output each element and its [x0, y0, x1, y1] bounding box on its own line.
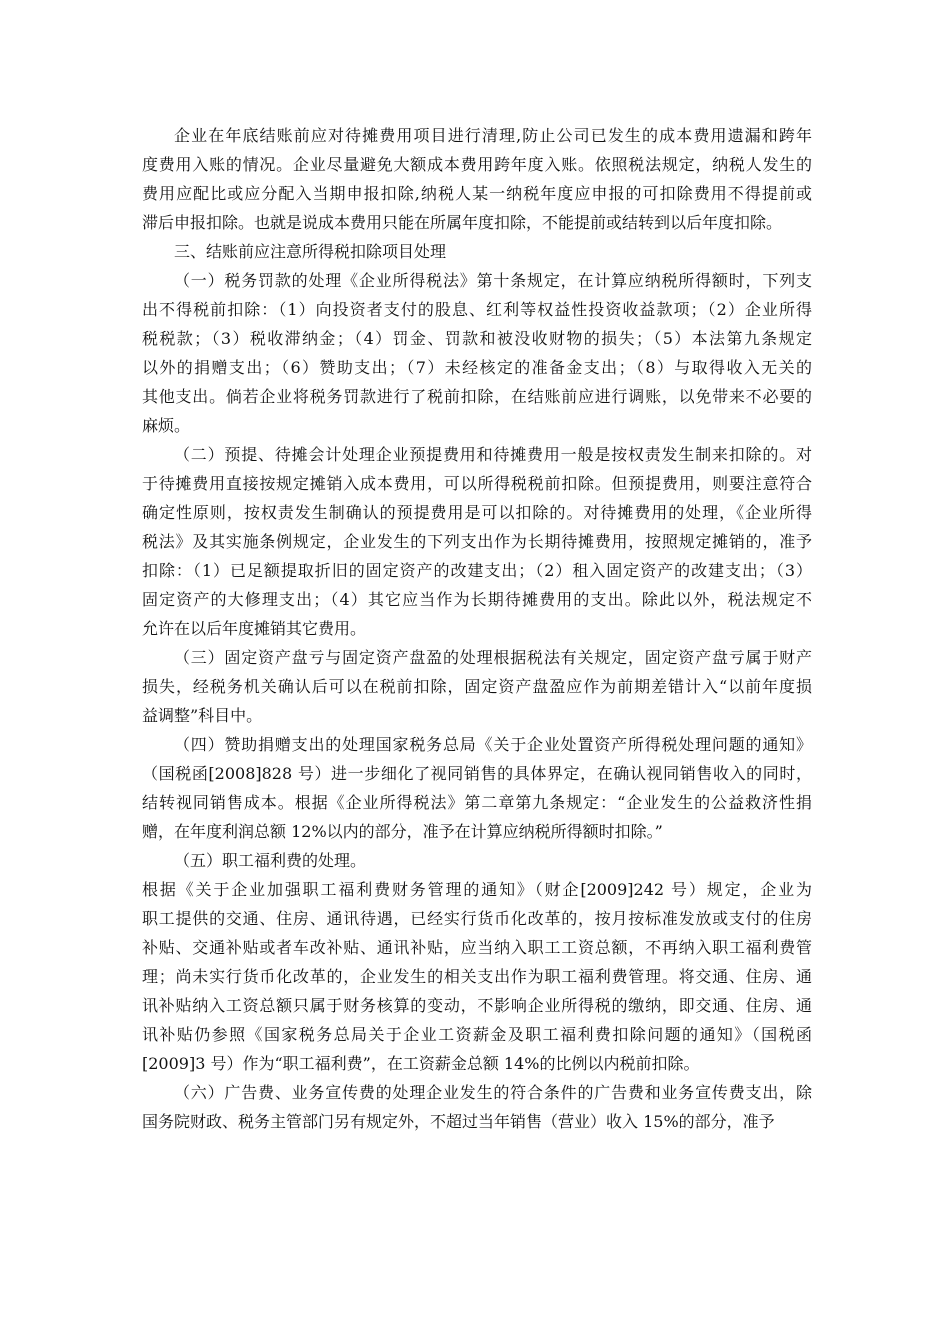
text-line: 费用应配比或应分配入当期申报扣除,纳税人某一纳税年度应申报的可扣除费用不得提前或 — [142, 184, 812, 203]
text-line: 滞后申报扣除。也就是说成本费用只能在所属年度扣除，不能提前或结转到以后年度扣除。 — [142, 213, 783, 232]
paragraph — [142, 875, 812, 1078]
text-line: 出不得税前扣除：（1）向投资者支付的股息、红利等权益性投资收益款项；（2）企业所得 — [142, 300, 812, 319]
paragraph — [142, 1078, 812, 1136]
paragraph — [142, 730, 812, 846]
section-heading — [142, 237, 812, 266]
text-line: 赠，在年度利润总额 12%以内的部分，准予在计算应纳税所得额时扣除。” — [142, 822, 663, 841]
text-line: 根据《关于企业加强职工福利费财务管理的通知》（财企[2009]242 号）规定，企业为 — [142, 880, 812, 899]
paragraph — [142, 440, 812, 643]
text-line: 麻烦。 — [142, 416, 191, 435]
paragraph — [142, 266, 812, 440]
text-line: 损失，经税务机关确认后可以在税前扣除，固定资产盘盈应作为前期差错计入“以前年度损 — [142, 677, 812, 696]
text-line: （三）固定资产盘亏与固定资产盘盈的处理根据税法有关规定，固定资产盘亏属于财产 — [174, 648, 812, 667]
text-line: 结转视同销售成本。根据《企业所得税法》第二章第九条规定：“企业发生的公益救济性捐 — [142, 793, 812, 812]
text-line: 益调整”科目中。 — [142, 706, 263, 725]
text-line: 其他支出。倘若企业将税务罚款进行了税前扣除，在结账前应进行调账，以免带来不必要的 — [142, 387, 812, 406]
text-line: 固定资产的大修理支出；（4）其它应当作为长期待摊费用的支出。除此以外，税法规定不 — [142, 590, 812, 609]
text-line: 企业在年底结账前应对待摊费用项目进行清理,防止公司已发生的成本费用遗漏和跨年 — [174, 126, 812, 145]
text-line: 讯补贴仍参照《国家税务总局关于企业工资薪金及职工福利费扣除问题的通知》（国税函 — [142, 1025, 812, 1044]
text-line: 度费用入账的情况。企业尽量避免大额成本费用跨年度入账。依照税法规定，纳税人发生的 — [142, 155, 812, 174]
text-line: 确定性原则，按权责发生制确认的预提费用是可以扣除的。对待摊费用的处理，《企业所得 — [142, 503, 812, 522]
text-line: [2009]3 号）作为“职工福利费”，在工资薪金总额 14%的比例以内税前扣除。 — [142, 1054, 700, 1073]
text-line: 以外的捐赠支出；（6）赞助支出；（7）未经核定的准备金支出；（8）与取得收入无关的 — [142, 358, 812, 377]
paragraph — [142, 121, 812, 237]
text-line: （国税函[2008]828 号）进一步细化了视同销售的具体界定，在确认视同销售收入的同时， — [142, 764, 812, 783]
text-line: 于待摊费用直接按规定摊销入成本费用，可以所得税税前扣除。但预提费用，则要注意符合 — [142, 474, 812, 493]
text-line: 三、结账前应注意所得税扣除项目处理 — [174, 242, 447, 261]
text-line: 国务院财政、税务主管部门另有规定外，不超过当年销售（营业）收入 15%的部分，准予 — [142, 1112, 775, 1131]
text-line: 税法》及其实施条例规定，企业发生的下列支出作为长期待摊费用，按照规定摊销的，准予 — [142, 532, 812, 551]
text-line: 讯补贴纳入工资总额只属于财务核算的变动，不影响企业所得税的缴纳，即交通、住房、通 — [142, 996, 812, 1015]
text-line: （六）广告费、业务宣传费的处理企业发生的符合条件的广告费和业务宣传费支出，除 — [174, 1083, 812, 1102]
text-line: （四）赞助捐赠支出的处理国家税务总局《关于企业处置资产所得税处理问题的通知》 — [174, 735, 812, 754]
text-line: （二）预提、待摊会计处理企业预提费用和待摊费用一般是按权责发生制来扣除的。对 — [174, 445, 812, 464]
text-line: 理；尚未实行货币化改革的，企业发生的相关支出作为职工福利费管理。将交通、住房、通 — [142, 967, 812, 986]
text-line: 允许在以后年度摊销其它费用。 — [142, 619, 367, 638]
text-line: 扣除：（1）已足额提取折旧的固定资产的改建支出；（2）租入固定资产的改建支出；（3） — [142, 561, 812, 580]
section-heading — [142, 846, 812, 875]
paragraph — [142, 643, 812, 730]
text-line: 职工提供的交通、住房、通讯待遇，已经实行货币化改革的，按月按标准发放或支付的住房 — [142, 909, 812, 928]
text-line: 税税款；（3）税收滞纳金；（4）罚金、罚款和被没收财物的损失；（5）本法第九条规定 — [142, 329, 812, 348]
text-line: （一）税务罚款的处理《企业所得税法》第十条规定，在计算应纳税所得额时，下列支 — [174, 271, 812, 290]
text-line: 补贴、交通补贴或者车改补贴、通讯补贴，应当纳入职工工资总额，不再纳入职工福利费管 — [142, 938, 812, 957]
document-body — [142, 121, 812, 1136]
text-line: （五）职工福利费的处理。 — [174, 851, 367, 870]
